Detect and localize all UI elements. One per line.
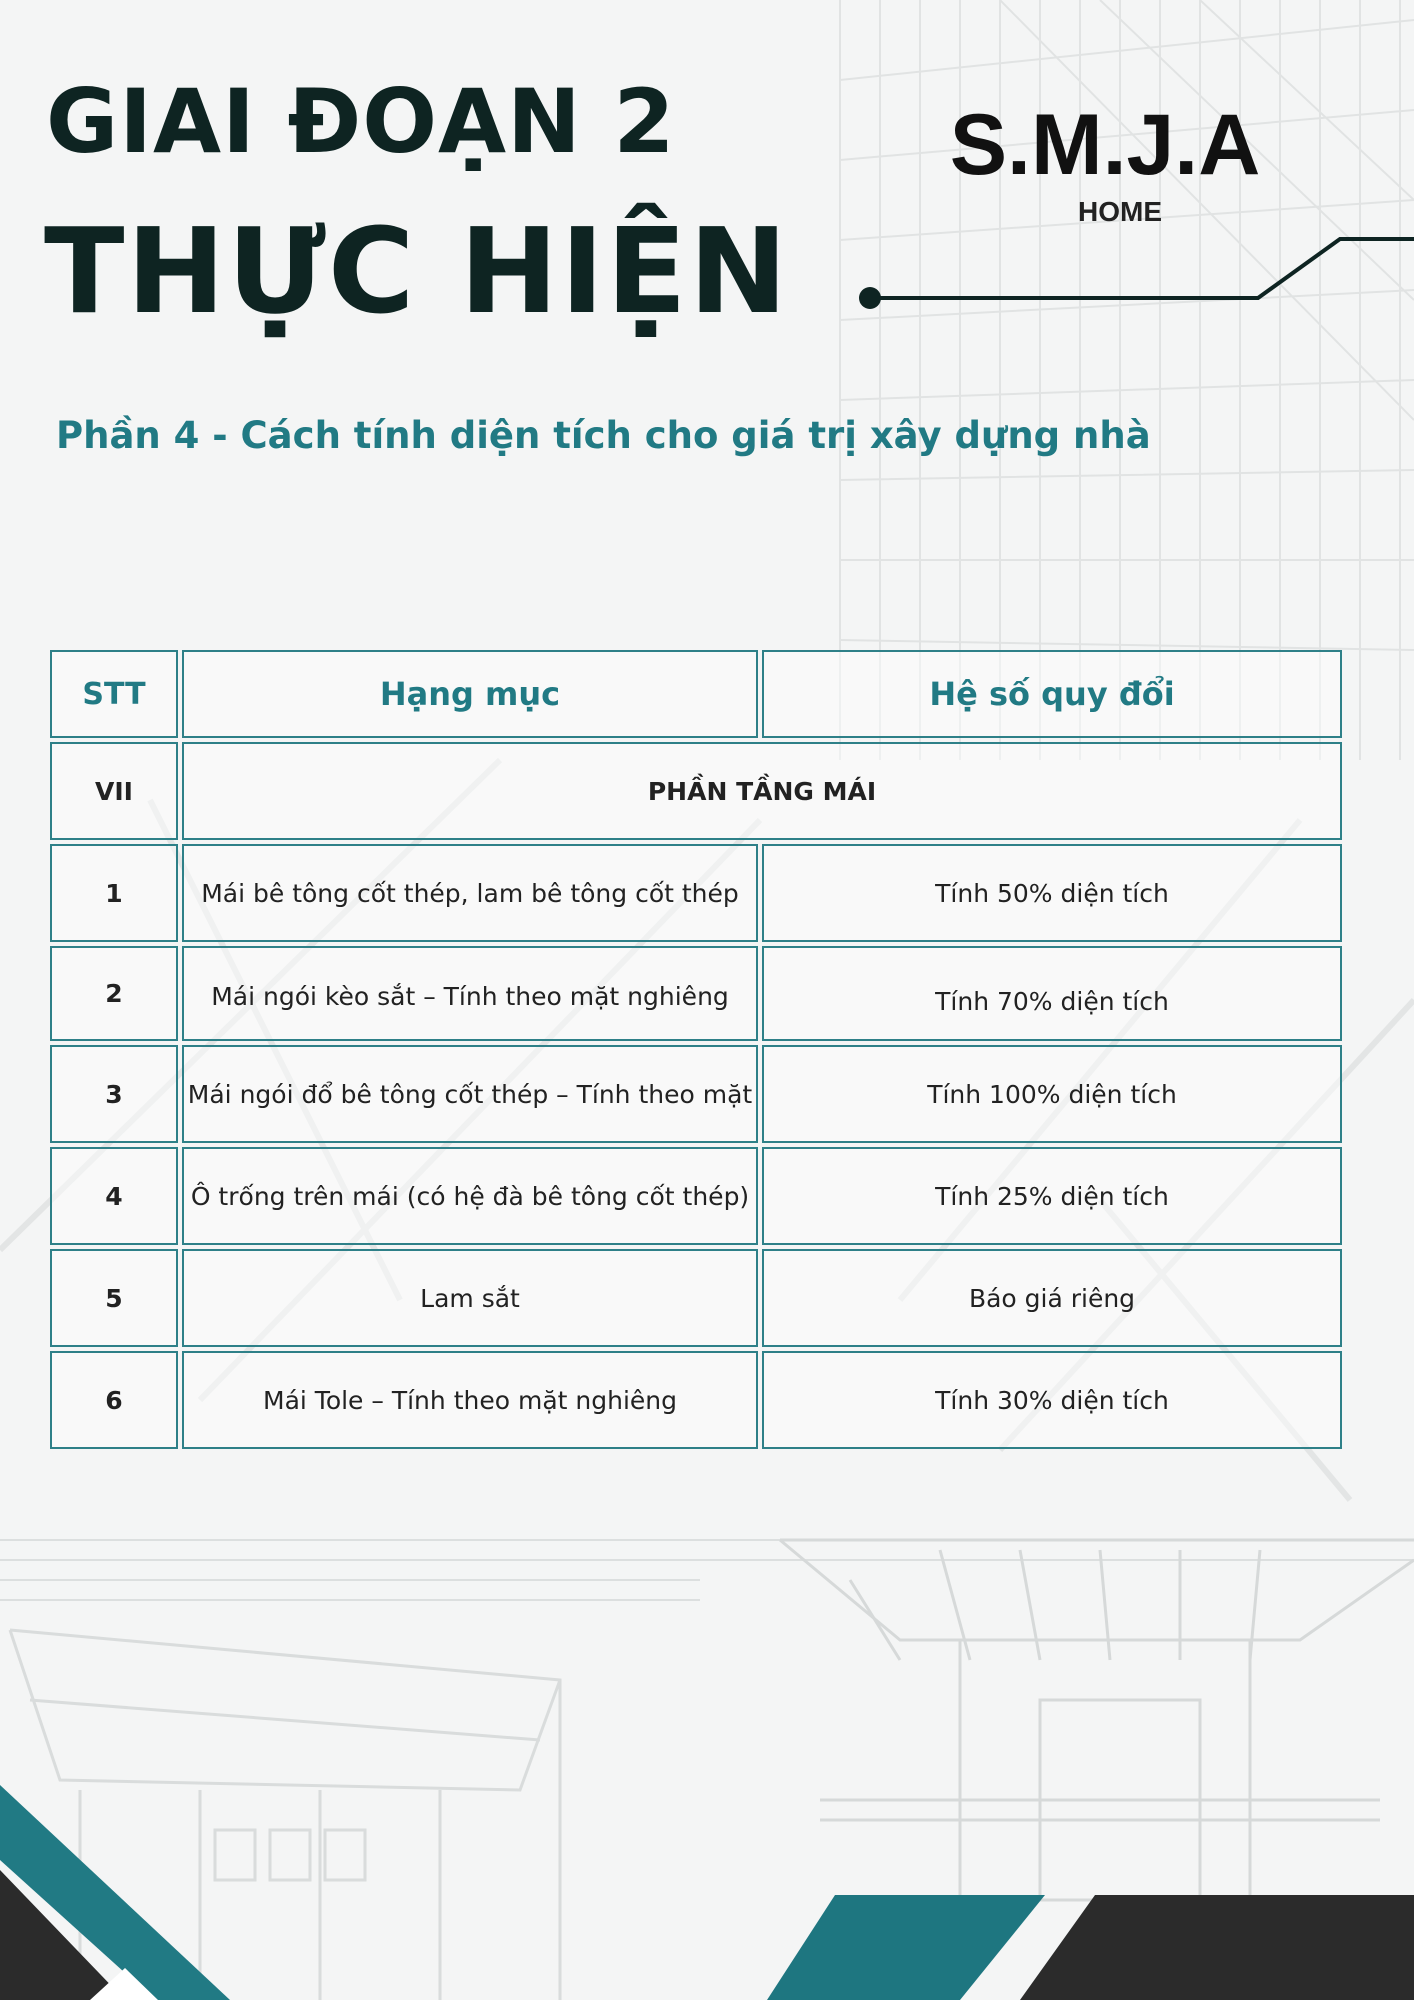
row-item: Mái ngói đổ bê tông cốt thép – Tính theo mặt — [182, 1045, 758, 1143]
table-row — [50, 1045, 1342, 1143]
row-stt: 2 — [50, 946, 178, 1041]
logo-wordmark: S.M.J.A — [949, 97, 1261, 193]
row-coef: Tính 30% diện tích — [762, 1351, 1342, 1449]
row-item: Mái Tole – Tính theo mặt nghiêng — [182, 1351, 758, 1449]
row-coef: Tính 25% diện tích — [762, 1147, 1342, 1245]
table-row — [50, 1147, 1342, 1245]
section-subtitle: Phần 4 - Cách tính diện tích cho giá trị xây dựng nhà — [56, 414, 1151, 457]
section-row — [50, 742, 1342, 840]
row-stt: 3 — [50, 1045, 178, 1143]
header-stt: STT — [50, 650, 178, 738]
section-label: PHẦN TẦNG MÁI — [182, 742, 1342, 840]
row-item: Mái ngói kèo sắt – Tính theo mặt nghiêng — [182, 946, 758, 1041]
table-row — [50, 946, 1342, 1041]
row-coef: Tính 100% diện tích — [762, 1045, 1342, 1143]
table-row — [50, 1249, 1342, 1347]
header-coef: Hệ số quy đổi — [762, 650, 1342, 738]
conversion-table — [46, 646, 1346, 1453]
table-row — [50, 1351, 1342, 1449]
table-row — [50, 844, 1342, 942]
page-title: THỰC HIỆN — [44, 202, 790, 340]
row-item: Lam sắt — [182, 1249, 758, 1347]
stage-heading: GIAI ĐOẠN 2 — [46, 70, 676, 173]
row-coef: Tính 50% diện tích — [762, 844, 1342, 942]
row-stt: 4 — [50, 1147, 178, 1245]
table-header-row — [50, 650, 1342, 738]
row-stt: 6 — [50, 1351, 178, 1449]
row-stt: 5 — [50, 1249, 178, 1347]
row-coef: Báo giá riêng — [762, 1249, 1342, 1347]
section-stt: VII — [50, 742, 178, 840]
row-stt: 1 — [50, 844, 178, 942]
header-item: Hạng mục — [182, 650, 758, 738]
row-coef: Tính 70% diện tích — [762, 946, 1342, 1041]
row-item: Mái bê tông cốt thép, lam bê tông cốt thép — [182, 844, 758, 942]
logo-tagline: HOME — [1078, 196, 1162, 227]
row-item: Ô trống trên mái (có hệ đà bê tông cốt thép) — [182, 1147, 758, 1245]
